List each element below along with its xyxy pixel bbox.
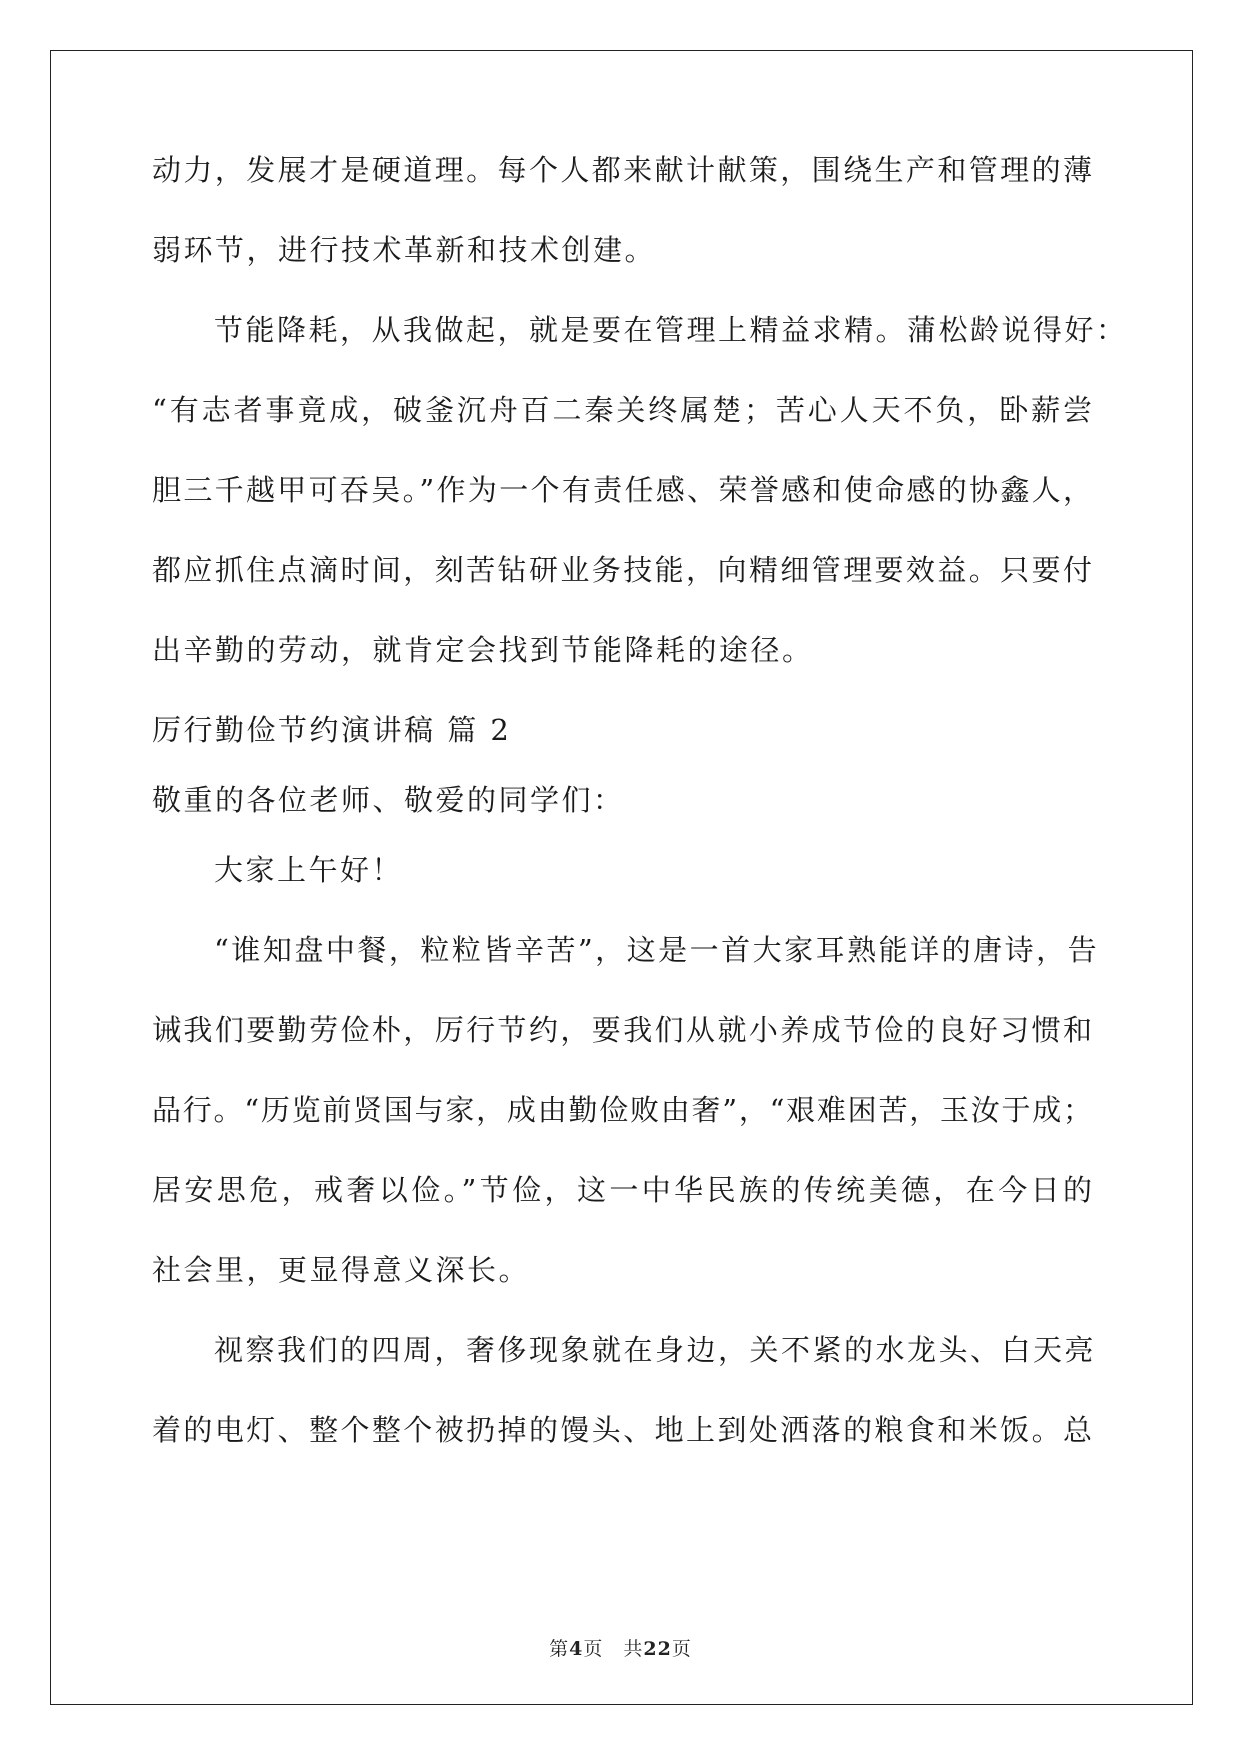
total-pages: 22 (643, 1638, 672, 1660)
paragraph-line: 社会里，更显得意义深长。 (152, 1253, 531, 1287)
paragraph-line: 节能降耗，从我做起，就是要在管理上精益求精。蒲松龄说得好： (214, 313, 1128, 347)
document-body (152, 150, 1128, 1490)
page-number: 4 (569, 1638, 584, 1660)
paragraph-line: 动力，发展才是硬道理。每个人都来献计献策，围绕生产和管理的薄 (152, 153, 1092, 187)
salutation: 敬重的各位老师、敬爱的同学们： (152, 783, 625, 817)
paragraph-line: 着的电灯、整个整个被扔掉的馒头、地上到处洒落的粮食和米饭。总 (152, 1413, 1092, 1447)
paragraph-line: “有志者事竟成，破釜沉舟百二秦关终属楚；苦心人天不负，卧薪尝 (152, 393, 1092, 427)
section-heading: 厉行勤俭节约演讲稿 篇 2 (152, 713, 512, 747)
greeting: 大家上午好！ (214, 853, 404, 887)
paragraph-line: 视察我们的四周，奢侈现象就在身边，关不紧的水龙头、白天亮 (214, 1333, 1097, 1367)
paragraph-line: 都应抓住点滴时间，刻苦钻研业务技能，向精细管理要效益。只要付 (152, 553, 1092, 587)
total-suffix: 页 (671, 1638, 692, 1660)
total-prefix: 共 (623, 1638, 644, 1660)
paragraph-line: “谁知盘中餐，粒粒皆辛苦”，这是一首大家耳熟能详的唐诗，告 (214, 933, 1100, 967)
page-footer (0, 1634, 1241, 1661)
paragraph-line: 出辛勤的劳动，就肯定会找到节能降耗的途径。 (152, 633, 814, 667)
page-suffix: 页 (583, 1638, 604, 1660)
paragraph-line: 胆三千越甲可吞吴。”作为一个有责任感、荣誉感和使命感的协鑫人， (152, 473, 1092, 507)
paragraph-line: 品行。“历览前贤国与家，成由勤俭败由奢”，“艰难困苦，玉汝于成； (152, 1093, 1092, 1127)
paragraph-line: 弱环节，进行技术革新和技术创建。 (152, 233, 657, 267)
paragraph-line: 居安思危，戒奢以俭。”节俭，这一中华民族的传统美德，在今日的 (152, 1173, 1092, 1207)
page-prefix: 第 (549, 1638, 570, 1660)
paragraph-line: 诫我们要勤劳俭朴，厉行节约，要我们从就小养成节俭的良好习惯和 (152, 1013, 1092, 1047)
